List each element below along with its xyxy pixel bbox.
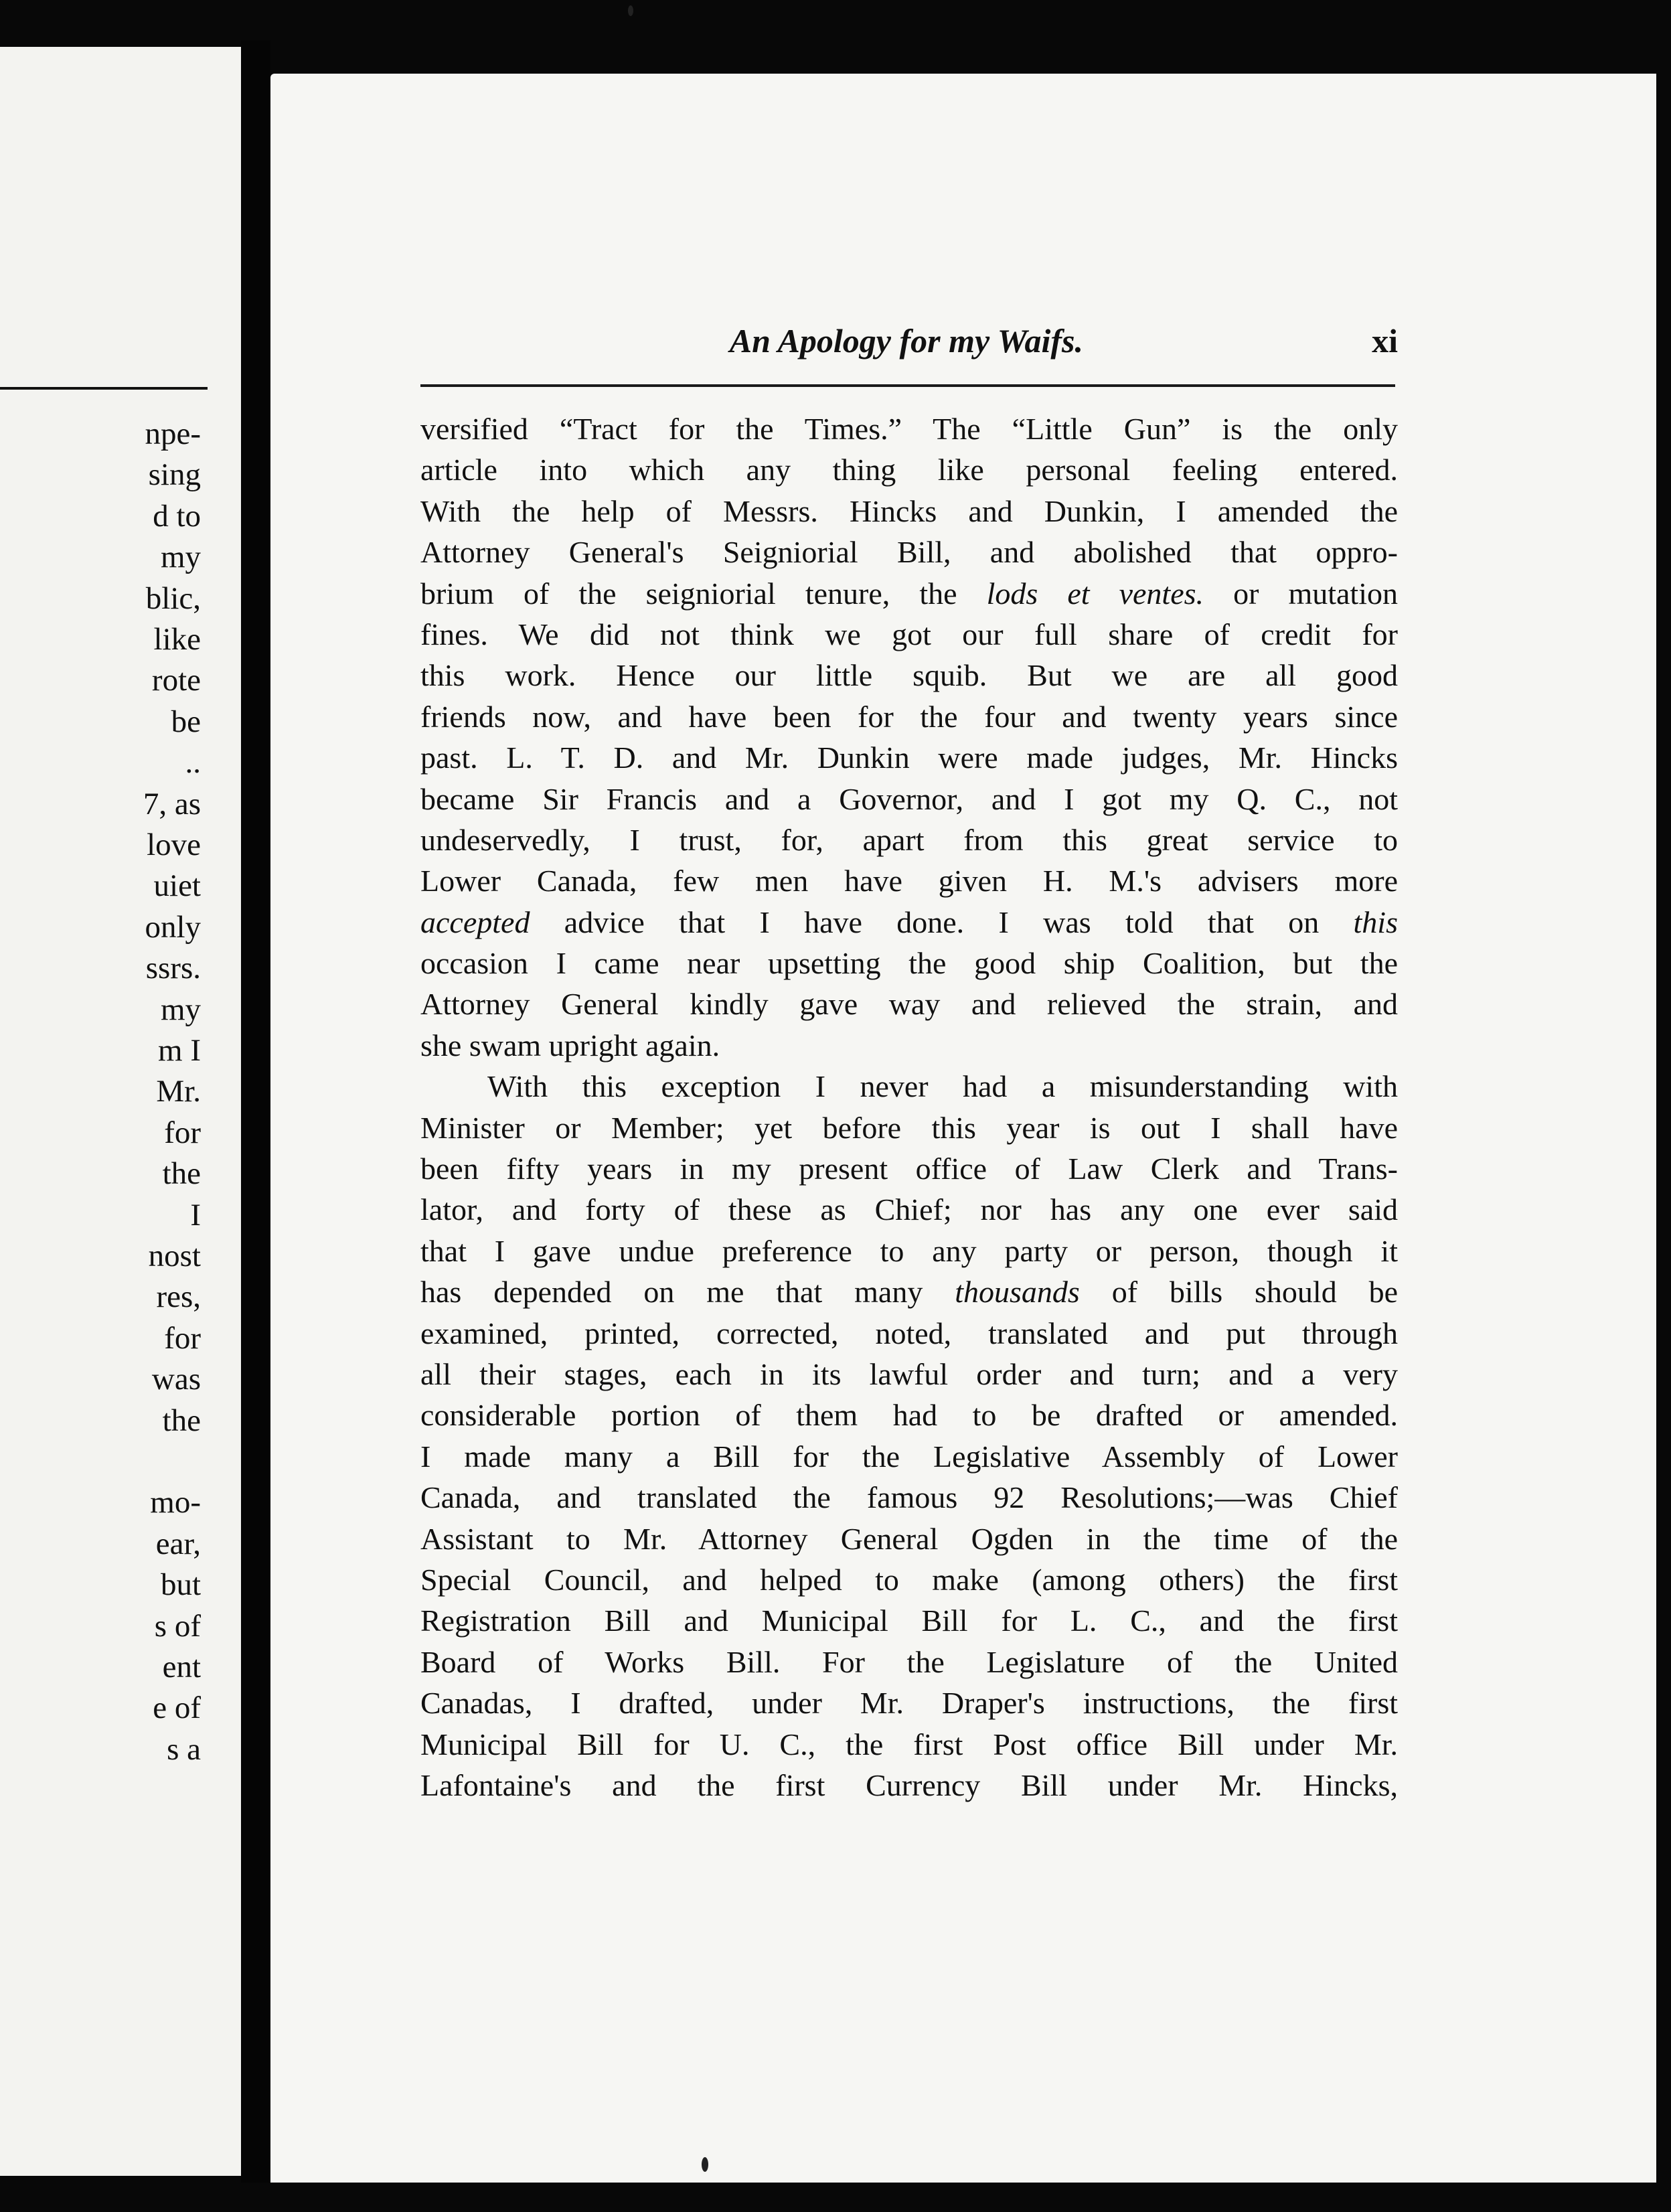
text-line: examined, printed, corrected, noted, translated and put through [420, 1316, 1398, 1350]
previous-page-fragment: sing [148, 457, 201, 493]
previous-page-rule [0, 387, 208, 390]
previous-page-fragment: s a [167, 1731, 201, 1767]
text-line: versified “Tract for the Times.” The “Little Gun” is the only [420, 412, 1398, 446]
text-line: Municipal Bill for U. C., the first Post office Bill under Mr. [420, 1727, 1398, 1761]
previous-page-fragment: be [171, 704, 201, 739]
previous-page-fragment: my [160, 540, 201, 575]
page-number: xi [1372, 322, 1398, 360]
text-line: With this exception I never had a misunderstanding with [487, 1069, 1398, 1104]
text-line: Registration Bill and Municipal Bill for L. C., and the first [420, 1603, 1398, 1638]
body-text [420, 408, 1398, 1806]
text-line: accepted advice that I have done. I was told that on this [420, 904, 1398, 939]
previous-page-fragment: ent [162, 1650, 201, 1684]
text-line: became Sir Francis and a Governor, and I got my Q. C., not [420, 781, 1398, 816]
text-line: Special Council, and helped to make (among others) the first [420, 1562, 1398, 1597]
previous-page-fragment: m I [158, 1033, 201, 1068]
previous-page-fragment: mo- [150, 1485, 201, 1520]
text-line: Lower Canada, few men have given H. M.'s advisers more [420, 864, 1398, 898]
previous-page-fragment: I [190, 1197, 201, 1233]
previous-page-fragment: nost [148, 1239, 201, 1273]
text-line: occasion I came near upsetting the good ship Coalition, but the [420, 946, 1398, 981]
text-line: With the help of Messrs. Hincks and Dunkin, I amended the [420, 493, 1398, 528]
text-line: past. L. T. D. and Mr. Dunkin were made judges, Mr. Hincks [420, 740, 1398, 775]
text-line: been fifty years in my present office of Law Clerk and Trans- [420, 1152, 1398, 1186]
previous-page-fragment: for [164, 1320, 201, 1356]
text-line: Attorney General kindly gave way and relieved the strain, and [420, 987, 1398, 1022]
text-line: Assistant to Mr. Attorney General Ogden in the time of the [420, 1521, 1398, 1556]
previous-page-fragment: npe- [145, 416, 201, 451]
previous-page-fragment: for [164, 1115, 201, 1150]
previous-page-fragment: like [153, 622, 201, 657]
italic-word: accepted [420, 904, 530, 939]
text-line: Board of Works Bill. For the Legislature of the United [420, 1644, 1398, 1679]
scan-speck [628, 5, 633, 16]
text-line: Minister or Member; yet before this year is out I shall have [420, 1110, 1398, 1145]
previous-page-fragment: .. [185, 745, 201, 781]
text-line: article into which any thing like personal feeling entered. [420, 453, 1398, 487]
text-line: this work. Hence our little squib. But we are all good [420, 658, 1398, 693]
text-line: Attorney General's Seigniorial Bill, and abolished that oppro- [420, 535, 1398, 570]
text-line: considerable portion of them had to be drafted or amended. [420, 1398, 1398, 1433]
previous-page-fragment: only [145, 909, 201, 945]
text-line: friends now, and have been for the four and twenty years since [420, 699, 1398, 734]
previous-page [0, 47, 241, 2176]
italic-word: this [1353, 904, 1398, 939]
previous-page-fragment: res, [156, 1279, 201, 1315]
previous-page-fragment: my [160, 992, 201, 1027]
previous-page-fragment: rote [151, 663, 201, 698]
text-line: she swam upright again. [420, 1028, 720, 1062]
previous-page-fragment: d to [153, 498, 201, 534]
previous-page-fragment: e of [153, 1690, 201, 1726]
text-line: brium of the seigniorial tenure, the lods et ventes. or mutation [420, 576, 1398, 611]
previous-page-fragment: 7, as [143, 786, 201, 821]
previous-page-fragment: but [160, 1567, 201, 1603]
page-header [270, 308, 1398, 375]
previous-page-fragment: love [147, 827, 201, 862]
italic-word: thousands [955, 1275, 1080, 1310]
text-line: fines. We did not think we got our full share of credit for [420, 617, 1398, 651]
previous-page-fragment: s of [154, 1608, 201, 1644]
text-line: has depended on me that many thousands of bills should be [420, 1275, 1398, 1310]
text-line: Canada, and translated the famous 92 Resolutions;—was Chief [420, 1480, 1398, 1515]
previous-page-fragment: ear, [155, 1526, 201, 1561]
header-rule [420, 384, 1395, 387]
text-line: all their stages, each in its lawful order and turn; and a very [420, 1356, 1398, 1391]
running-head: An Apology for my Waifs. [729, 322, 1083, 360]
book-page [270, 74, 1656, 2183]
previous-page-fragment: Mr. [156, 1074, 201, 1109]
scan-speck [702, 2157, 708, 2172]
italic-phrase: lods et ventes. [986, 576, 1204, 611]
text-line: Lafontaine's and the first Currency Bill under Mr. Hincks, [420, 1767, 1398, 1802]
text-line: Canadas, I drafted, under Mr. Draper's instructions, the first [420, 1686, 1398, 1721]
text-line: undeservedly, I trust, for, apart from this great service to [420, 822, 1398, 857]
previous-page-fragment: ssrs. [145, 951, 201, 986]
text-line: lator, and forty of these as Chief; nor has any one ever said [420, 1192, 1398, 1227]
previous-page-fragment: uiet [153, 868, 201, 904]
previous-page-fragment: blic, [145, 580, 201, 616]
text-line: that I gave undue preference to any party or person, though it [420, 1233, 1398, 1268]
previous-page-fragment: the [162, 1403, 201, 1438]
text-line: I made many a Bill for the Legislative Assembly of Lower [420, 1439, 1398, 1474]
previous-page-fragment: was [151, 1362, 201, 1397]
book-gutter [241, 40, 270, 2183]
previous-page-fragment: the [162, 1156, 201, 1192]
